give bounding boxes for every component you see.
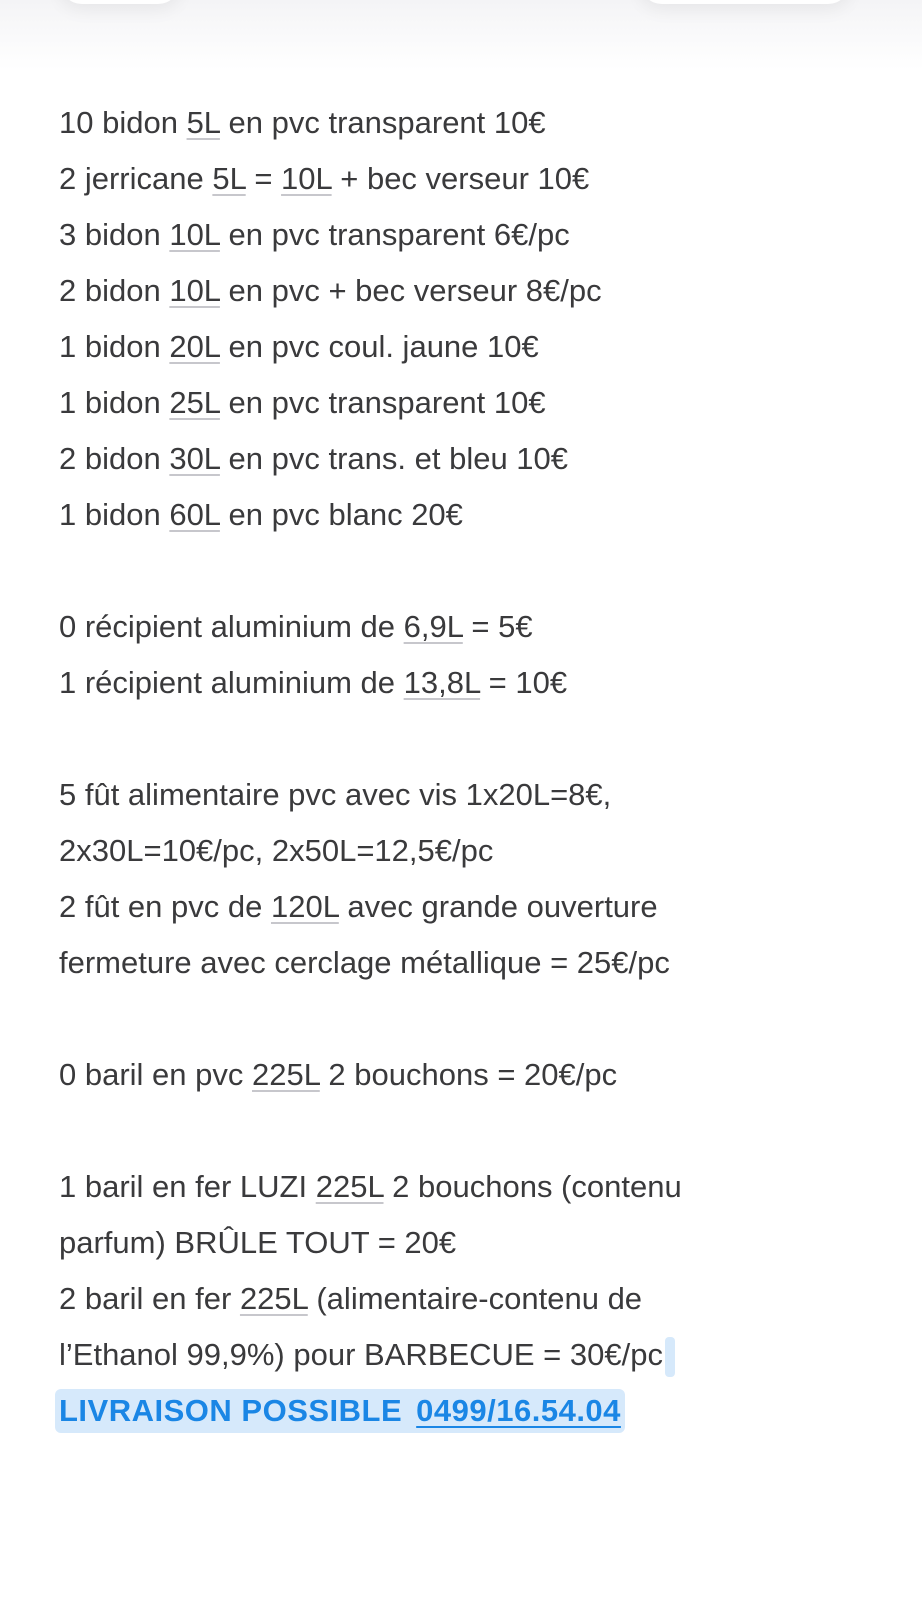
list-item: 3 bidon 10L en pvc transparent 6€/pc [59, 217, 570, 252]
list-item: 1 bidon 20L en pvc coul. jaune 10€ [59, 329, 539, 364]
list-item-continuation: parfum) BRÛLE TOUT = 20€ [59, 1225, 457, 1260]
volume-link[interactable]: 60L [169, 497, 220, 532]
volume-link[interactable]: 13,8L [403, 665, 481, 700]
volume-link[interactable]: 120L [270, 889, 339, 924]
delivery-label: LIVRAISON POSSIBLE [59, 1393, 403, 1428]
volume-link[interactable]: 20L [169, 329, 220, 364]
list-item-continuation: fermeture avec cerclage métallique = 25€/pc [59, 945, 670, 980]
volume-link[interactable]: 5L [186, 105, 220, 140]
list-item-continuation: l’Ethanol 99,9%) pour BARBECUE = 30€/pc [59, 1327, 879, 1383]
volume-link[interactable]: 10L [169, 217, 220, 252]
selection-handle[interactable] [665, 1337, 675, 1377]
list-item: 1 bidon 60L en pvc blanc 20€ [59, 497, 463, 532]
volume-link[interactable]: 25L [169, 385, 220, 420]
list-item: 1 baril en fer LUZI 225L 2 bouchons (contenu [59, 1169, 682, 1204]
list-item: 2 jerricane 5L = 10L + bec verseur 10€ [59, 161, 590, 196]
volume-link[interactable]: 5L [212, 161, 246, 196]
volume-link[interactable]: 6,9L [403, 609, 463, 644]
list-item: 2 bidon 10L en pvc + bec verseur 8€/pc [59, 273, 602, 308]
list-item: 0 récipient aluminium de 6,9L = 5€ [59, 609, 533, 644]
volume-link[interactable]: 30L [169, 441, 220, 476]
list-item: 2 bidon 30L en pvc trans. et bleu 10€ [59, 441, 569, 476]
phone-link[interactable]: 0499/16.54.04 [416, 1393, 621, 1428]
list-item: 10 bidon 5L en pvc transparent 10€ [59, 105, 546, 140]
volume-link[interactable]: 225L [239, 1281, 308, 1316]
message-body [59, 95, 879, 1439]
volume-link[interactable]: 225L [252, 1057, 320, 1092]
list-item: 2 baril en fer 225L (alimentaire-contenu de [59, 1281, 643, 1316]
delivery-line [59, 1383, 879, 1439]
list-item: 1 bidon 25L en pvc transparent 10€ [59, 385, 546, 420]
list-item: 5 fût alimentaire pvc avec vis 1x20L=8€, [59, 777, 612, 812]
top-right-bubble-edge [640, 0, 850, 4]
volume-link[interactable]: 10L [169, 273, 220, 308]
top-shade [0, 0, 922, 70]
list-item: 1 récipient aluminium de 13,8L = 10€ [59, 665, 568, 700]
list-item-continuation: 2x30L=10€/pc, 2x50L=12,5€/pc [59, 833, 494, 868]
top-left-bubble-edge [60, 0, 180, 4]
volume-link[interactable]: 10L [281, 161, 332, 196]
list-item: 2 fût en pvc de 120L avec grande ouverture [59, 889, 658, 924]
list-item: 0 baril en pvc 225L 2 bouchons = 20€/pc [59, 1057, 618, 1092]
volume-link[interactable]: 225L [315, 1169, 384, 1204]
delivery-highlight [55, 1389, 625, 1433]
